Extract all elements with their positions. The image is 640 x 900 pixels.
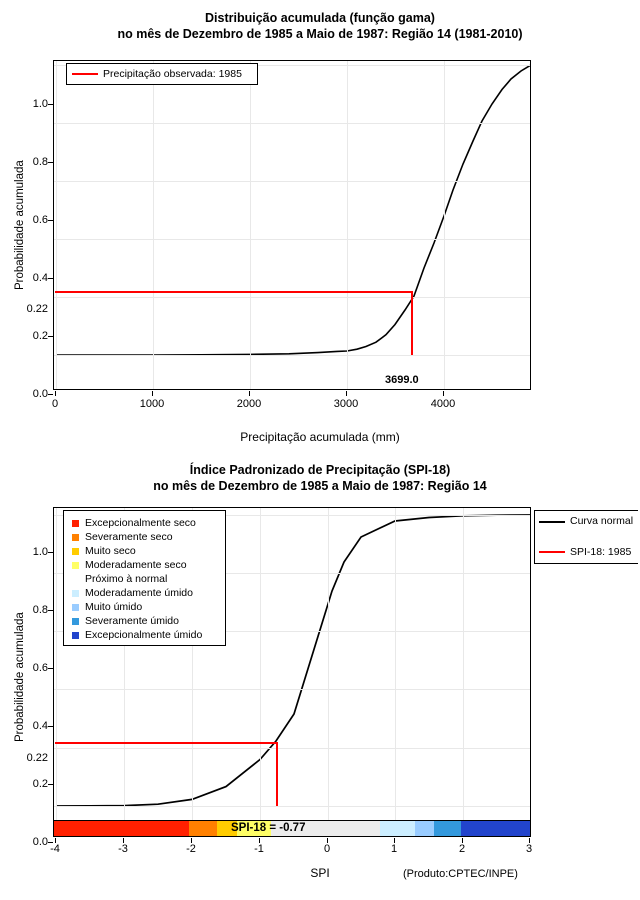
- legend-swatch-icon: [72, 562, 79, 569]
- legend-label: Próximo à normal: [85, 573, 168, 585]
- gridline-h: [54, 748, 530, 749]
- y-tickmark: [48, 220, 53, 221]
- gridline-v: [395, 508, 396, 836]
- top-title-line2: no mês de Dezembro de 1985 a Maio de 1987: Região 14 (1981-2010): [117, 27, 523, 41]
- y-tickmark: [48, 394, 53, 395]
- legend-item: [539, 545, 634, 559]
- top-x-axis-label: Precipitação acumulada (mm): [240, 430, 400, 444]
- top-legend: [66, 63, 258, 85]
- gridline-v: [56, 508, 57, 836]
- legend-item: [539, 515, 634, 531]
- legend-label: Curva normal: [570, 515, 634, 527]
- top-chart-title: [0, 10, 640, 42]
- gridline-h: [54, 297, 530, 298]
- x-tick-label: -3: [118, 843, 128, 855]
- legend-item: [68, 544, 221, 558]
- y-tick-label: 0.8: [32, 604, 48, 616]
- x-tick-label: 2: [458, 843, 466, 855]
- x-tickmark: [249, 391, 250, 396]
- legend-item: [68, 530, 221, 544]
- bottom-marker-vertical-line: [276, 742, 278, 806]
- top-cdf-curve: [54, 61, 531, 390]
- colorbar-segment-excepcionalmente-umido: [461, 821, 530, 836]
- y-tick-label: 0.0: [32, 836, 48, 848]
- y-tick-label: 0.4: [32, 272, 48, 284]
- legend-label: Severamente úmido: [85, 615, 179, 627]
- colorbar-segment-severamente-umido: [434, 821, 461, 836]
- y-tick-label: 1.0: [32, 546, 48, 558]
- legend-item: [68, 628, 221, 642]
- x-tick-label: 1: [390, 843, 398, 855]
- legend-swatch-icon: [72, 604, 79, 611]
- y-tickmark: [48, 668, 53, 669]
- y-tick-label: 0.6: [32, 662, 48, 674]
- gridline-v: [153, 61, 154, 389]
- y-tick-label: 0.0: [32, 388, 48, 400]
- x-tickmark: [443, 391, 444, 396]
- legend-label: Muito seco: [85, 545, 136, 557]
- x-tick-label: -1: [254, 843, 264, 855]
- legend-label: SPI-18: 1985: [570, 546, 632, 558]
- top-title-line1: Distribuição acumulada (função gama): [205, 11, 435, 25]
- gridline-v: [56, 61, 57, 389]
- legend-line-icon: [539, 551, 565, 553]
- y-tickmark: [48, 336, 53, 337]
- spi-category-legend: [63, 510, 226, 646]
- x-tick-label: -4: [50, 843, 60, 855]
- bottom-title-line2: no mês de Dezembro de 1985 a Maio de 1987: Região 14: [153, 479, 487, 493]
- legend-swatch-icon: [72, 534, 79, 541]
- legend-label: Moderadamente seco: [85, 559, 187, 571]
- gridline-v: [328, 508, 329, 836]
- y-tickmark: [48, 104, 53, 105]
- y-tickmark: [48, 552, 53, 553]
- gridline-v: [444, 61, 445, 389]
- legend-swatch-icon: [72, 520, 79, 527]
- colorbar-segment-muito-umido: [415, 821, 435, 836]
- x-tick-label: 1000: [139, 398, 165, 410]
- top-marker-x-value: 3699.0: [385, 374, 419, 386]
- x-tick-label: 3000: [333, 398, 359, 410]
- gridline-h: [54, 806, 530, 807]
- y-tickmark: [48, 162, 53, 163]
- legend-label: Excepcionalmente seco: [85, 517, 196, 529]
- gridline-v: [347, 61, 348, 389]
- y-tickmark: [48, 726, 53, 727]
- bottom-marker-horizontal-line: [55, 742, 277, 744]
- product-credit: (Produto:CPTEC/INPE): [403, 868, 518, 880]
- legend-label: Severamente seco: [85, 531, 173, 543]
- top-marker-horizontal-line: [55, 291, 412, 293]
- legend-item: [68, 516, 221, 530]
- gridline-v: [250, 61, 251, 389]
- legend-swatch-icon: [72, 548, 79, 555]
- y-tick-label: 0.2: [32, 778, 48, 790]
- bottom-x-axis-label: SPI: [310, 866, 330, 880]
- colorbar-segment-excepcionalmente-seco: [54, 821, 189, 836]
- gridline-h: [54, 123, 530, 124]
- gridline-h: [54, 239, 530, 240]
- colorbar-segment-severamente-seco: [189, 821, 217, 836]
- legend-label: Excepcionalmente úmido: [85, 629, 203, 641]
- x-tickmark: [152, 391, 153, 396]
- x-tick-label: 0: [51, 398, 59, 410]
- legend-swatch-icon: [72, 618, 79, 625]
- legend-item: [68, 572, 221, 586]
- colorbar-segment-moderadamente-umido: [380, 821, 415, 836]
- legend-label: Muito úmido: [85, 601, 143, 613]
- y-tickmark: [48, 784, 53, 785]
- legend-item: [68, 600, 221, 614]
- legend-item: [68, 558, 221, 572]
- x-tick-label: 3: [525, 843, 533, 855]
- y-tick-label: 0.8: [32, 156, 48, 168]
- y-tick-label: 0.6: [32, 214, 48, 226]
- x-tickmark: [346, 391, 347, 396]
- x-tick-label: -2: [186, 843, 196, 855]
- legend-swatch-icon: [72, 632, 79, 639]
- top-marker-vertical-line: [411, 291, 413, 355]
- x-tickmark: [55, 391, 56, 396]
- top-plot-area: [53, 60, 531, 390]
- legend-label: Precipitação observada: 1985: [103, 68, 242, 80]
- y-tick-label: 0.4: [32, 720, 48, 732]
- legend-item: [68, 614, 221, 628]
- y-tickmark: [48, 278, 53, 279]
- bottom-chart-panel: [0, 452, 640, 900]
- bottom-marker-y-value: 0.22: [26, 752, 48, 764]
- legend-swatch-icon: [72, 576, 79, 583]
- x-tick-label: 0: [323, 843, 331, 855]
- y-tickmark: [48, 610, 53, 611]
- gridline-h: [54, 181, 530, 182]
- bottom-chart-title: [0, 462, 640, 494]
- spi-value-annotation: SPI-18 = -0.77: [231, 822, 306, 834]
- x-tick-label: 4000: [430, 398, 456, 410]
- y-tick-label: 0.2: [32, 330, 48, 342]
- gridline-h: [54, 355, 530, 356]
- legend-swatch-icon: [72, 590, 79, 597]
- x-tick-label: 2000: [236, 398, 262, 410]
- y-tick-label: 1.0: [32, 98, 48, 110]
- gridline-v: [260, 508, 261, 836]
- top-marker-y-value: 0.22: [26, 303, 48, 315]
- legend-line-icon: [539, 521, 565, 523]
- bottom-title-line1: Índice Padronizado de Precipitação (SPI-18): [189, 463, 451, 477]
- legend-item: [68, 586, 221, 600]
- gridline-h: [54, 689, 530, 690]
- gridline-v: [463, 508, 464, 836]
- curve-legend: [534, 510, 638, 564]
- legend-item: [72, 67, 252, 81]
- top-y-axis-label: Probabilidade acumulada: [14, 160, 26, 290]
- bottom-y-axis-label: Probabilidade acumulada: [14, 612, 26, 742]
- legend-line-icon: [72, 73, 98, 75]
- legend-label: Moderadamente úmido: [85, 587, 193, 599]
